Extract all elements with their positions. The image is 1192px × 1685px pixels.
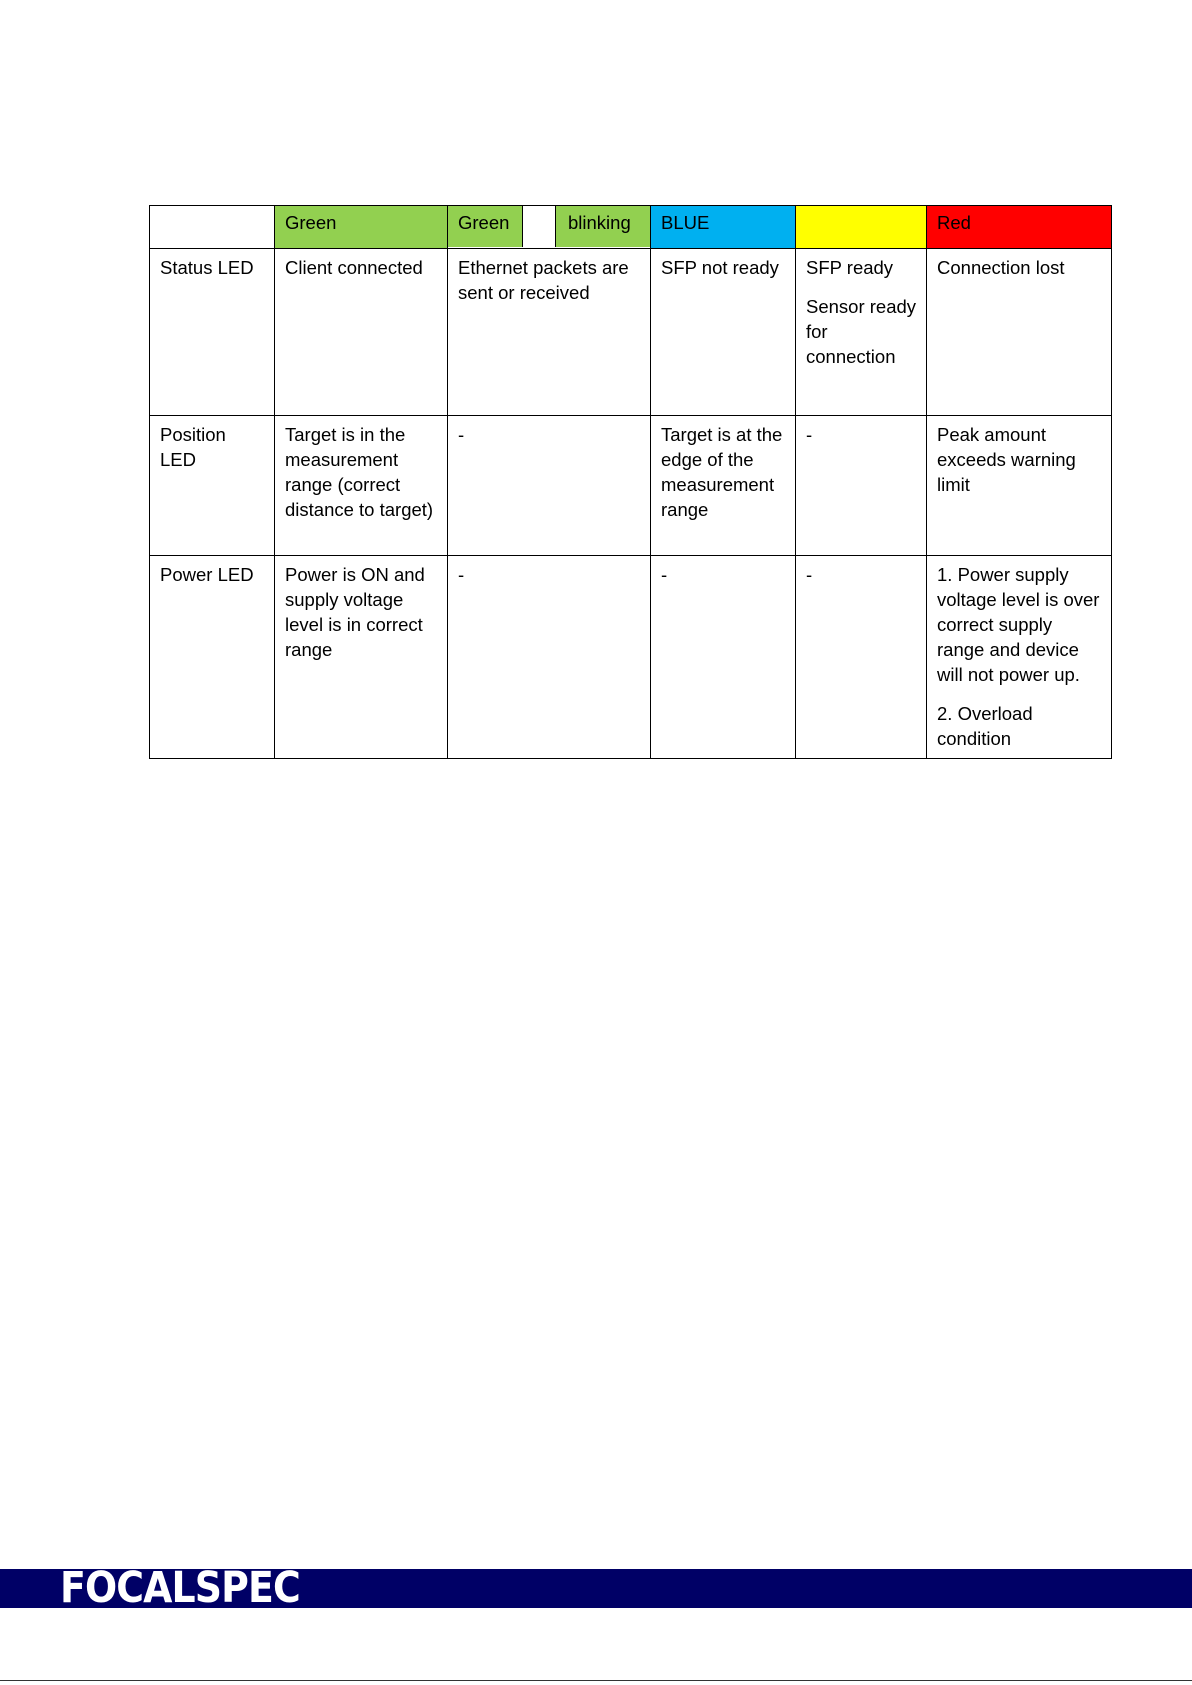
cell-blue: SFP not ready xyxy=(651,249,796,416)
focalspec-logo: FOCALSPEC xyxy=(60,1563,300,1613)
cell-blue: - xyxy=(651,556,796,759)
header-green-blinking-gap xyxy=(522,206,556,247)
cell-yellow xyxy=(796,249,927,416)
cell-yellow-para-2: Sensor ready for connection xyxy=(806,296,917,367)
cell-red: Connection lost xyxy=(927,249,1112,416)
header-green-blinking-right: blinking xyxy=(556,206,650,247)
header-yellow xyxy=(796,206,927,249)
header-red: Red xyxy=(927,206,1112,249)
cell-yellow: - xyxy=(796,556,927,759)
header-green-blinking xyxy=(448,206,651,249)
cell-yellow-para-1: SFP ready xyxy=(806,257,894,278)
cell-red: Peak amount exceeds warning limit xyxy=(927,416,1112,556)
cell-green-blinking: - xyxy=(448,556,651,759)
cell-blue: Target is at the edge of the measurement range xyxy=(651,416,796,556)
cell-green: Target is in the measurement range (correct distance to target) xyxy=(275,416,448,556)
table-row-position-led xyxy=(150,416,1112,556)
header-green: Green xyxy=(275,206,448,249)
cell-red-para-1: 1. Power supply voltage level is over correct supply range and device will not power up. xyxy=(937,564,1100,685)
table-row-status-led xyxy=(150,249,1112,416)
cell-red xyxy=(927,556,1112,759)
cell-red-para-2: 2. Overload condition xyxy=(937,703,1033,749)
header-empty-cell xyxy=(150,206,275,249)
row-label: Position LED xyxy=(150,416,275,556)
cell-yellow: - xyxy=(796,416,927,556)
row-label: Status LED xyxy=(150,249,275,416)
table-header-row xyxy=(150,206,1112,249)
page-bottom-divider xyxy=(0,1680,1192,1681)
header-blue: BLUE xyxy=(651,206,796,249)
header-green-blinking-left: Green xyxy=(448,206,522,247)
led-status-table xyxy=(149,205,1112,759)
cell-green: Client connected xyxy=(275,249,448,416)
cell-green-blinking: - xyxy=(448,416,651,556)
table-row-power-led xyxy=(150,556,1112,759)
row-label: Power LED xyxy=(150,556,275,759)
cell-green-blinking: Ethernet packets are sent or received xyxy=(448,249,651,416)
cell-green: Power is ON and supply voltage level is in correct range xyxy=(275,556,448,759)
